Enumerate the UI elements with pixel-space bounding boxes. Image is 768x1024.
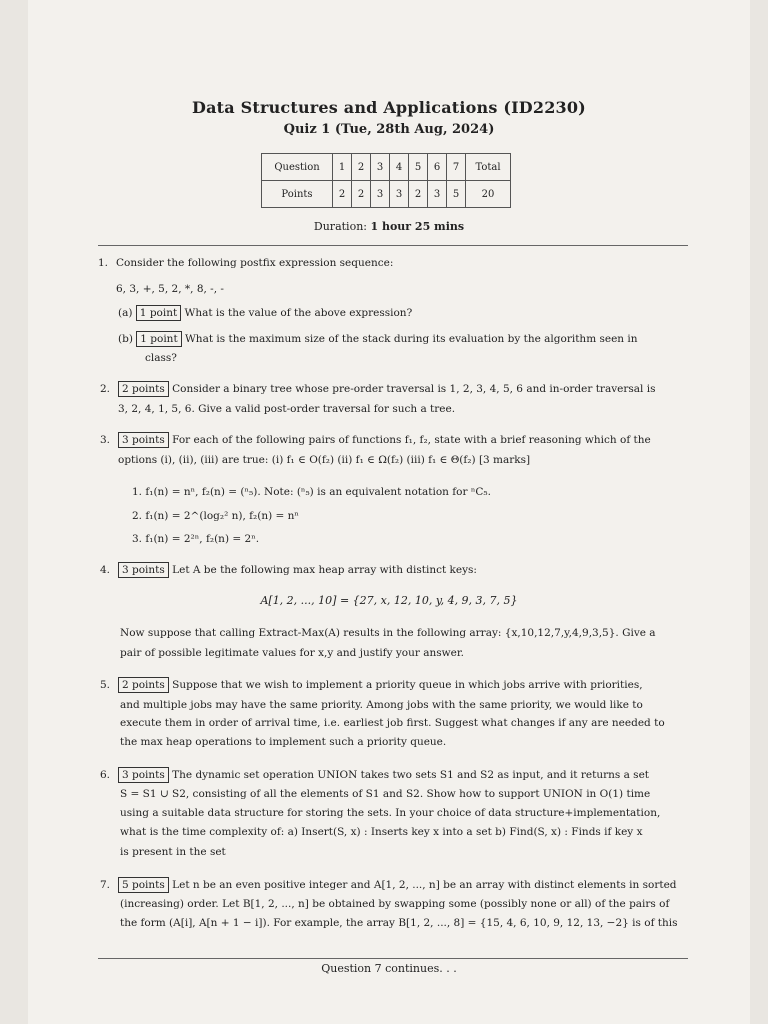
question-2 bbox=[100, 380, 655, 399]
points-badge: 3 points bbox=[118, 562, 169, 578]
total-value: 20 bbox=[466, 181, 511, 208]
points-badge: 2 points bbox=[118, 381, 169, 397]
question-1b bbox=[118, 330, 638, 349]
question-text-cont: options (i), (ii), (iii) are true: (i) f₁ ∈ O(f₂) (ii) f₁ ∈ Ω(f₂) (iii) f₁ ∈ Θ(f₂) [3 marks] bbox=[118, 454, 531, 466]
question-number: 2 bbox=[352, 154, 371, 181]
points-badge: 3 points bbox=[118, 767, 169, 783]
duration-value: 1 hour 25 mins bbox=[370, 220, 465, 233]
list-item: 1. f₁(n) = nⁿ, f₂(n) = (ⁿ₅). Note: (ⁿ₅) is an equivalent notation for ⁿC₅. bbox=[132, 486, 491, 498]
question-number: 1 bbox=[333, 154, 352, 181]
question-number-label: 1. bbox=[98, 257, 109, 269]
question-text-cont: is present in the set bbox=[120, 846, 226, 858]
points-badge: 5 points bbox=[118, 877, 169, 893]
question-number-label: 6. bbox=[100, 769, 111, 781]
points-value: 3 bbox=[390, 181, 409, 208]
question-number: 6 bbox=[428, 154, 447, 181]
question-text-cont: the max heap operations to implement such a priority queue. bbox=[120, 736, 447, 748]
points-badge: 2 points bbox=[118, 677, 169, 693]
points-value: 3 bbox=[371, 181, 390, 208]
quiz-subtitle: Quiz 1 (Tue, 28th Aug, 2024) bbox=[283, 122, 495, 137]
question-text-cont: and multiple jobs may have the same priority. Among jobs with the same priority, we would like to bbox=[120, 699, 643, 711]
list-item: 2. f₁(n) = 2^(log₂² n), f₂(n) = nⁿ bbox=[132, 510, 299, 522]
duration-label: Duration: bbox=[313, 220, 367, 233]
points-badge: 1 point bbox=[136, 331, 181, 347]
question-text-cont: Now suppose that calling Extract-Max(A) results in the following array: {x,10,12,7,y,4,9,3,5}. Give a bbox=[120, 627, 656, 639]
question-number-label: 5. bbox=[100, 679, 111, 691]
page-footer: Question 7 continues. . . bbox=[321, 962, 457, 975]
list-item: 3. f₁(n) = 2²ⁿ, f₂(n) = 2ⁿ. bbox=[132, 533, 260, 545]
question-text-cont: execute them in order of arrival time, i.e. earliest job first. Suggest what changes if any are needed to bbox=[120, 717, 665, 729]
question-text-cont: the form (A[i], A[n + 1 − i]). For example, the array B[1, 2, ..., 8] = {15, 4, 6, 10, 9, 12, 13, −2} is of this bbox=[120, 917, 678, 929]
question-text: Consider a binary tree whose pre-order traversal is 1, 2, 3, 4, 5, 6 and in-order traversal is bbox=[172, 383, 656, 395]
question-number-label: 3. bbox=[100, 434, 111, 446]
question-number-label: 7. bbox=[100, 879, 111, 891]
points-row-label: Points bbox=[262, 181, 333, 208]
question-text-cont: pair of possible legitimate values for x,y and justify your answer. bbox=[120, 647, 465, 659]
subpart-text: What is the maximum size of the stack during its evaluation by the algorithm seen in bbox=[185, 333, 638, 345]
duration bbox=[28, 220, 750, 233]
question-text: Let A be the following max heap array with distinct keys: bbox=[172, 564, 477, 576]
question-text-cont: using a suitable data structure for storing the sets. In your choice of data structure+implementation, bbox=[120, 807, 661, 819]
question-4 bbox=[100, 561, 477, 580]
points-value: 2 bbox=[352, 181, 371, 208]
question-number: 3 bbox=[371, 154, 390, 181]
question-3 bbox=[100, 431, 651, 450]
subpart-text: What is the value of the above expression? bbox=[184, 307, 413, 319]
question-text: The dynamic set operation UNION takes two sets S1 and S2 as input, and it returns a set bbox=[172, 769, 650, 781]
question-5 bbox=[100, 676, 643, 695]
marks-table bbox=[261, 153, 511, 208]
points-badge: 3 points bbox=[118, 432, 169, 448]
course-title: Data Structures and Applications (ID2230) bbox=[192, 98, 586, 117]
footer-divider bbox=[98, 958, 688, 959]
question-number: 7 bbox=[447, 154, 466, 181]
points-value: 2 bbox=[409, 181, 428, 208]
question-7 bbox=[100, 876, 677, 895]
subpart-text-cont: class? bbox=[145, 352, 177, 364]
question-text-cont: what is the time complexity of: a) Insert(S, x) : Inserts key x into a set b) Find(S, x) : Finds if key x bbox=[120, 826, 643, 838]
total-label: Total bbox=[466, 154, 511, 181]
points-badge: 1 point bbox=[136, 305, 181, 321]
question-number: 4 bbox=[390, 154, 409, 181]
question-number-label: 4. bbox=[100, 564, 111, 576]
points-value: 5 bbox=[447, 181, 466, 208]
question-number-label: 2. bbox=[100, 383, 111, 395]
question-row-label: Question bbox=[262, 154, 333, 181]
points-value: 3 bbox=[428, 181, 447, 208]
question-text-cont: 3, 2, 4, 1, 5, 6. Give a valid post-order traversal for such a tree. bbox=[118, 403, 456, 415]
question-row bbox=[262, 154, 511, 181]
question-text: Let n be an even positive integer and A[1, 2, ..., n] be an array with distinct elements in sorted bbox=[172, 879, 677, 891]
heap-formula: A[1, 2, ..., 10] = {27, x, 12, 10, y, 4, 9, 3, 7, 5} bbox=[260, 594, 518, 607]
points-value: 2 bbox=[333, 181, 352, 208]
header-divider bbox=[98, 245, 688, 246]
question-1a bbox=[118, 304, 412, 323]
question-text: For each of the following pairs of functions f₁, f₂, state with a brief reasoning which of the bbox=[172, 434, 651, 446]
quiz-page bbox=[28, 0, 750, 1024]
question-1 bbox=[98, 254, 393, 273]
subpart-label: (a) bbox=[118, 307, 133, 319]
question-number: 5 bbox=[409, 154, 428, 181]
subpart-label: (b) bbox=[118, 333, 133, 345]
question-text-cont: S = S1 ∪ S2, consisting of all the elements of S1 and S2. Show how to support UNION in O(1) time bbox=[120, 788, 651, 800]
question-text: Consider the following postfix expression sequence: bbox=[116, 257, 394, 269]
points-row bbox=[262, 181, 511, 208]
postfix-sequence: 6, 3, +, 5, 2, *, 8, -, - bbox=[116, 283, 224, 295]
question-text: Suppose that we wish to implement a priority queue in which jobs arrive with priorities, bbox=[172, 679, 643, 691]
question-text-cont: (increasing) order. Let B[1, 2, ..., n] be obtained by swapping some (possibly none or all) of the pairs of bbox=[120, 898, 670, 910]
question-6 bbox=[100, 766, 649, 785]
